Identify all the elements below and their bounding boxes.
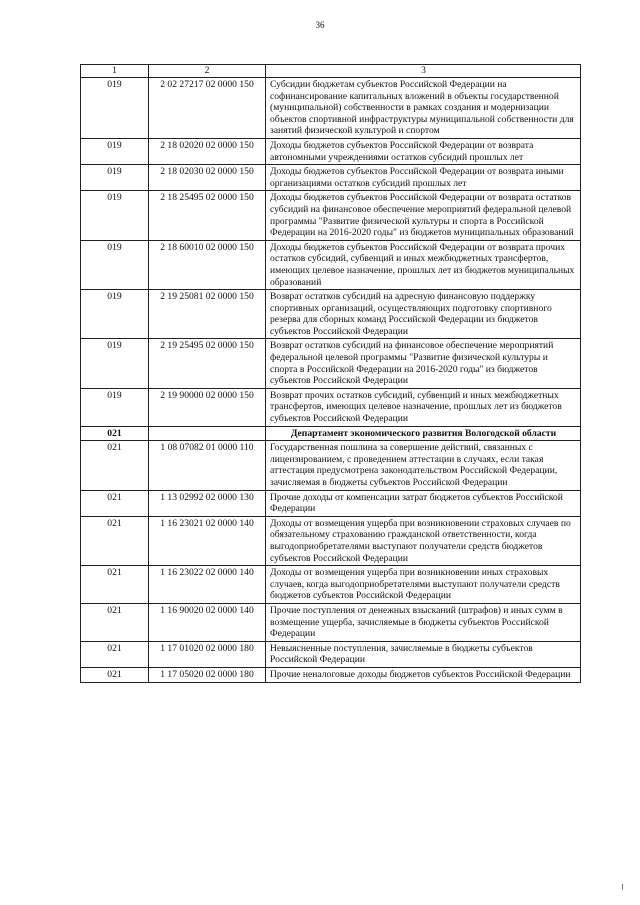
admin-code-cell: 021 <box>81 566 149 604</box>
revenue-code-cell <box>149 426 266 441</box>
revenue-code-cell: 2 19 90000 02 0000 150 <box>149 388 266 426</box>
table-row <box>81 290 581 339</box>
table-row <box>81 516 581 565</box>
table-row <box>81 603 581 641</box>
revenue-name-cell: Невыясненные поступления, зачисляемые в бюджеты субъектов Российской Федерации <box>266 641 581 667</box>
admin-code-cell: 019 <box>81 78 149 139</box>
admin-code-cell: 019 <box>81 138 149 164</box>
revenue-name-cell: Доходы бюджетов субъектов Российской Федерации от возврата остатков субсидий на финансовое обеспечение мероприятий федеральной целевой программы "Развитие физической культуры и спорта в Российской Федерации на 2016-2020 годы" из бюджетов муниципальных образований <box>266 191 581 240</box>
revenue-code-cell: 2 02 27217 02 0000 150 <box>149 78 266 139</box>
header-col-1: 1 <box>81 65 149 78</box>
revenue-code-cell: 1 16 23021 02 0000 140 <box>149 516 266 565</box>
admin-code-cell: 021 <box>81 426 149 441</box>
table-row <box>81 339 581 388</box>
revenue-name-cell: Департамент экономического развития Вологодской области <box>266 426 581 441</box>
revenue-code-cell: 1 16 90020 02 0000 140 <box>149 603 266 641</box>
table-body <box>81 65 581 683</box>
admin-code-cell: 021 <box>81 603 149 641</box>
revenue-code-cell: 1 17 01020 02 0000 180 <box>149 641 266 667</box>
revenue-code-cell: 2 18 02020 02 0000 150 <box>149 138 266 164</box>
revenue-name-cell: Возврат остатков субсидий на финансовое обеспечение мероприятий федеральной целевой программы "Развитие физической культуры и спорта в Российской Федерации на 2016-2020 годы" из бюджетов субъектов Российской Федерации <box>266 339 581 388</box>
revenue-code-cell: 2 18 02030 02 0000 150 <box>149 165 266 191</box>
revenue-name-cell: Возврат прочих остатков субсидий, субвенций и иных межбюджетных трансфертов, имеющих целевое назначение, прошлых лет из бюджетов субъектов Российской Федерации <box>266 388 581 426</box>
header-col-2: 2 <box>149 65 266 78</box>
revenue-name-cell: Государственная пошлина за совершение действий, связанных с лицензированием, с проведением аттестации в случаях, если такая аттестация предусмотрена законодательством Российской Федерации, зачисляемая в бюджеты субъектов Российской Федерации <box>266 441 581 490</box>
revenue-code-cell: 2 19 25081 02 0000 150 <box>149 290 266 339</box>
admin-code-cell: 021 <box>81 441 149 490</box>
revenue-code-cell: 1 17 05020 02 0000 180 <box>149 667 266 682</box>
revenue-codes-table <box>80 64 581 683</box>
page-number: 36 <box>315 20 325 30</box>
revenue-name-cell: Субсидии бюджетам субъектов Российской Федерации на софинансирование капитальных вложений в объекты государственной (муниципальной) собственности в рамках создания и модернизации объектов спортивной инфраструктуры муниципальной собственности для занятий физической культурой и спортом <box>266 78 581 139</box>
revenue-code-cell: 2 18 25495 02 0000 150 <box>149 191 266 240</box>
revenue-name-cell: Доходы бюджетов субъектов Российской Федерации от возврата автономными учреждениями остатков субсидий прошлых лет <box>266 138 581 164</box>
revenue-code-cell: 1 08 07082 01 0000 110 <box>149 441 266 490</box>
revenue-name-cell: Прочие поступления от денежных взысканий (штрафов) и иных сумм в возмещение ущерба, зачисляемые в бюджеты субъектов Российской Федерации <box>266 603 581 641</box>
table-row <box>81 78 581 139</box>
table-row <box>81 641 581 667</box>
table-row <box>81 490 581 516</box>
header-col-3: 3 <box>266 65 581 78</box>
revenue-name-cell: Доходы бюджетов субъектов Российской Федерации от возврата иными организациями остатков субсидий прошлых лет <box>266 165 581 191</box>
admin-code-cell: 019 <box>81 388 149 426</box>
scan-edge-mark <box>622 884 623 890</box>
table-row <box>81 138 581 164</box>
admin-code-cell: 021 <box>81 667 149 682</box>
revenue-name-cell: Доходы от возмещения ущерба при возникновении страховых случаев по обязательному страхованию гражданской ответственности, когда выгодоприобретателями выступают получатели средств бюджетов субъектов Российской Федерации <box>266 516 581 565</box>
admin-code-cell: 019 <box>81 165 149 191</box>
admin-code-cell: 021 <box>81 641 149 667</box>
table-row <box>81 667 581 682</box>
revenue-code-cell: 2 18 60010 02 0000 150 <box>149 240 266 289</box>
table-row <box>81 441 581 490</box>
admin-code-cell: 021 <box>81 516 149 565</box>
table-header-row <box>81 65 581 78</box>
revenue-name-cell: Доходы от возмещения ущерба при возникновении иных страховых случаев, когда выгодоприобретателями выступают получатели средств бюджетов субъектов Российской Федерации <box>266 566 581 604</box>
admin-code-cell: 019 <box>81 240 149 289</box>
revenue-code-cell: 1 13 02992 02 0000 130 <box>149 490 266 516</box>
table-row <box>81 165 581 191</box>
admin-code-cell: 019 <box>81 191 149 240</box>
table-row <box>81 566 581 604</box>
admin-code-cell: 021 <box>81 490 149 516</box>
department-row <box>81 426 581 441</box>
table-row <box>81 191 581 240</box>
table-row <box>81 388 581 426</box>
revenue-code-cell: 1 16 23022 02 0000 140 <box>149 566 266 604</box>
revenue-name-cell: Прочие доходы от компенсации затрат бюджетов субъектов Российской Федерации <box>266 490 581 516</box>
admin-code-cell: 019 <box>81 339 149 388</box>
admin-code-cell: 019 <box>81 290 149 339</box>
table-row <box>81 240 581 289</box>
revenue-name-cell: Возврат остатков субсидий на адресную финансовую поддержку спортивных организаций, осуществляющих подготовку спортивного резерва для сборных команд Российской Федерации из бюджетов субъектов Российской Федерации <box>266 290 581 339</box>
revenue-name-cell: Прочие неналоговые доходы бюджетов субъектов Российской Федерации <box>266 667 581 682</box>
revenue-name-cell: Доходы бюджетов субъектов Российской Федерации от возврата прочих остатков субсидий, субвенций и иных межбюджетных трансфертов, имеющих целевое назначение, прошлых лет из бюджетов муниципальных образований <box>266 240 581 289</box>
revenue-code-cell: 2 19 25495 02 0000 150 <box>149 339 266 388</box>
